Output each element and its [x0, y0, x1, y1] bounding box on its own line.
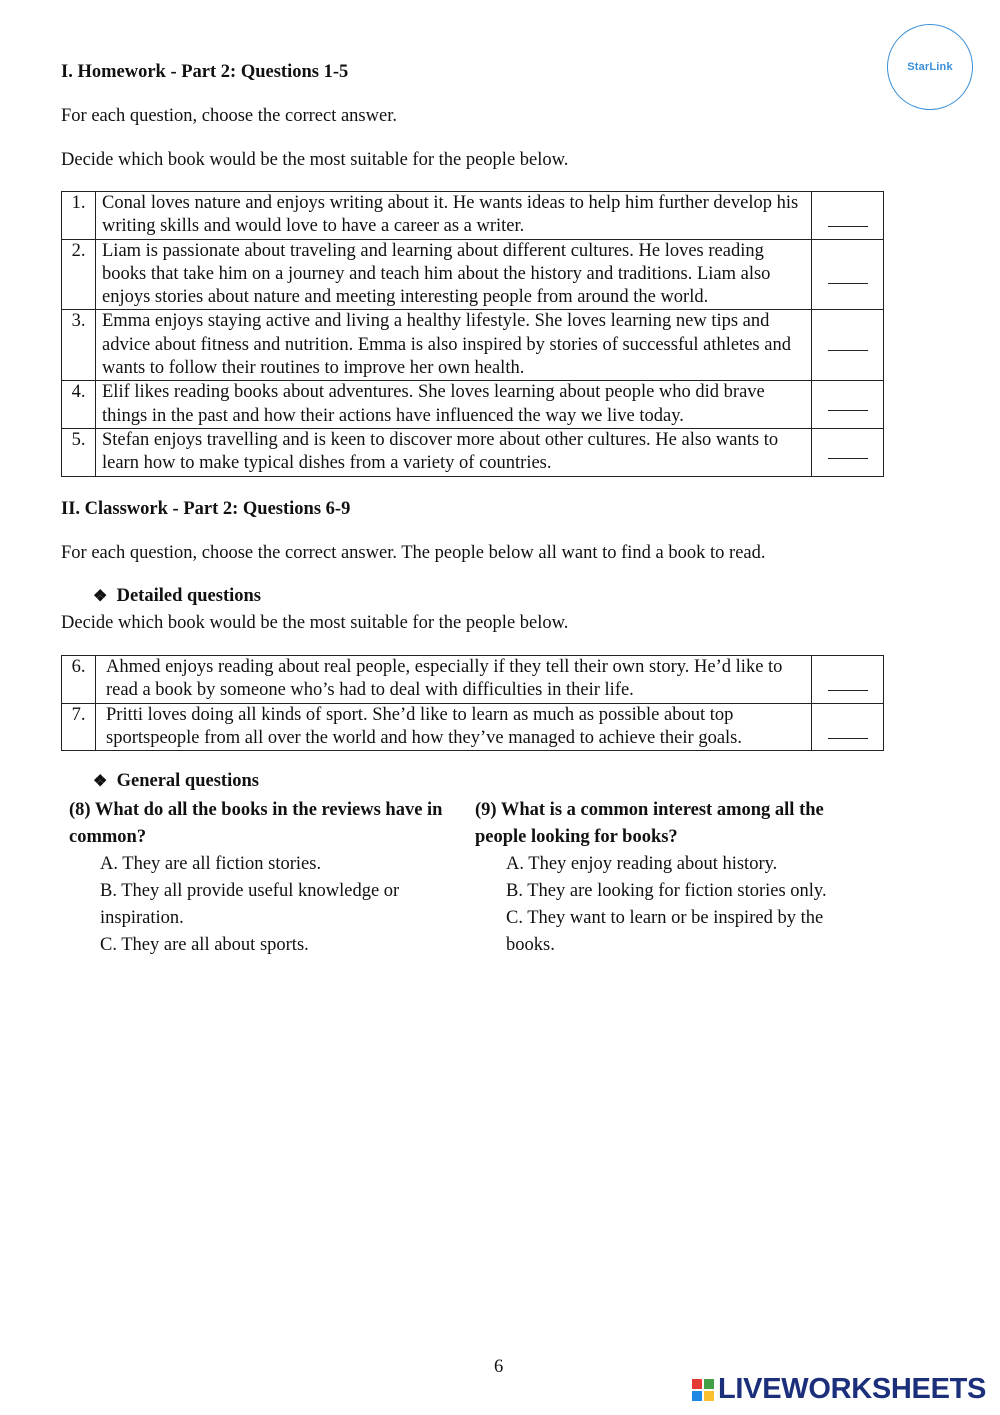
question-text: Ahmed enjoys reading about real people, especially if they tell their own story. He’d like to read a book by someone who’s had to deal with difficulties in their life. — [96, 656, 812, 704]
logo-text: StarLink — [907, 61, 953, 73]
section2-instruction: For each question, choose the correct answer. The people below all want to find a book to read. — [61, 543, 766, 563]
answer-blank[interactable] — [812, 656, 884, 704]
question-number: 6. — [62, 656, 96, 704]
answer-blank[interactable] — [812, 381, 884, 429]
answer-blank[interactable] — [812, 239, 884, 310]
answer-blank[interactable] — [812, 703, 884, 751]
section1-instruction-1: For each question, choose the correct answer. — [61, 106, 397, 126]
question-8-text: (8) What do all the books in the reviews have in common? — [69, 800, 443, 847]
question-text: Liam is passionate about traveling and learning about different cultures. He loves reading books that take him on a journey and teach him about the history and traditions. Liam also enjoys stories about nature and meeting interesting people from around the world. — [96, 239, 812, 310]
liveworksheets-icon — [692, 1379, 714, 1401]
detailed-questions-label: Detailed questions — [116, 586, 262, 606]
answer-blank[interactable] — [812, 192, 884, 240]
option-8a[interactable]: A. They are all fiction stories. — [100, 854, 322, 874]
answer-blank[interactable] — [812, 310, 884, 381]
table-row — [62, 310, 884, 381]
question-9-text: (9) What is a common interest among all the people looking for books? — [475, 800, 824, 847]
question-text: Stefan enjoys travelling and is keen to discover more about other cultures. He also wants to learn how to make typical dishes from a variety of countries. — [96, 428, 812, 476]
question-number: 1. — [62, 192, 96, 240]
question-text: Elif likes reading books about adventures. She loves learning about people who did brave things in the past and how their actions have influenced the way we live today. — [96, 381, 812, 429]
section1-instruction-2: Decide which book would be the most suitable for the people below. — [61, 150, 569, 170]
option-9a[interactable]: A. They enjoy reading about history. — [506, 854, 778, 874]
option-9b[interactable]: B. They are looking for fiction stories only. — [506, 881, 827, 901]
table-row — [62, 381, 884, 429]
table-row — [62, 428, 884, 476]
question-number: 3. — [62, 310, 96, 381]
general-questions-label: General questions — [116, 771, 259, 791]
homework-table — [61, 191, 884, 477]
classwork-table — [61, 655, 884, 751]
diamond-bullet-icon: ❖ — [93, 588, 108, 605]
question-9 — [475, 797, 875, 959]
question-number: 2. — [62, 239, 96, 310]
question-text: Conal loves nature and enjoys writing about it. He wants ideas to help him further develop his writing skills and would love to have a career as a writer. — [96, 192, 812, 240]
liveworksheets-logo — [692, 1373, 986, 1406]
question-text: Emma enjoys staying active and living a healthy lifestyle. She loves learning new tips and advice about fitness and nutrition. Emma is also inspired by stories of successful athletes and wants to follow their routines to improve her own health. — [96, 310, 812, 381]
question-number: 7. — [62, 703, 96, 751]
page-number: 6 — [494, 1357, 504, 1377]
table-row — [62, 656, 884, 704]
answer-blank[interactable] — [812, 428, 884, 476]
diamond-bullet-icon: ❖ — [93, 773, 108, 790]
detailed-instruction: Decide which book would be the most suitable for the people below. — [61, 613, 569, 633]
general-questions-heading — [93, 771, 259, 792]
question-text: Pritti loves doing all kinds of sport. She’d like to learn as much as possible about top sportspeople from all over the world and how they’ve managed to achieve their goals. — [96, 703, 812, 751]
option-9c[interactable]: C. They want to learn or be inspired by the books. — [506, 908, 824, 955]
section1-heading: I. Homework - Part 2: Questions 1-5 — [61, 62, 349, 82]
option-8b[interactable]: B. They all provide useful knowledge or inspiration. — [100, 881, 400, 928]
detailed-questions-heading — [93, 586, 261, 607]
question-number: 4. — [62, 381, 96, 429]
table-row — [62, 239, 884, 310]
table-row — [62, 703, 884, 751]
option-8c[interactable]: C. They are all about sports. — [100, 935, 309, 955]
section2-heading: II. Classwork - Part 2: Questions 6-9 — [61, 499, 351, 519]
question-8 — [69, 797, 461, 959]
liveworksheets-text: LIVEWORKSHEETS — [718, 1373, 987, 1405]
question-number: 5. — [62, 428, 96, 476]
starlink-logo — [887, 24, 973, 110]
table-row — [62, 192, 884, 240]
